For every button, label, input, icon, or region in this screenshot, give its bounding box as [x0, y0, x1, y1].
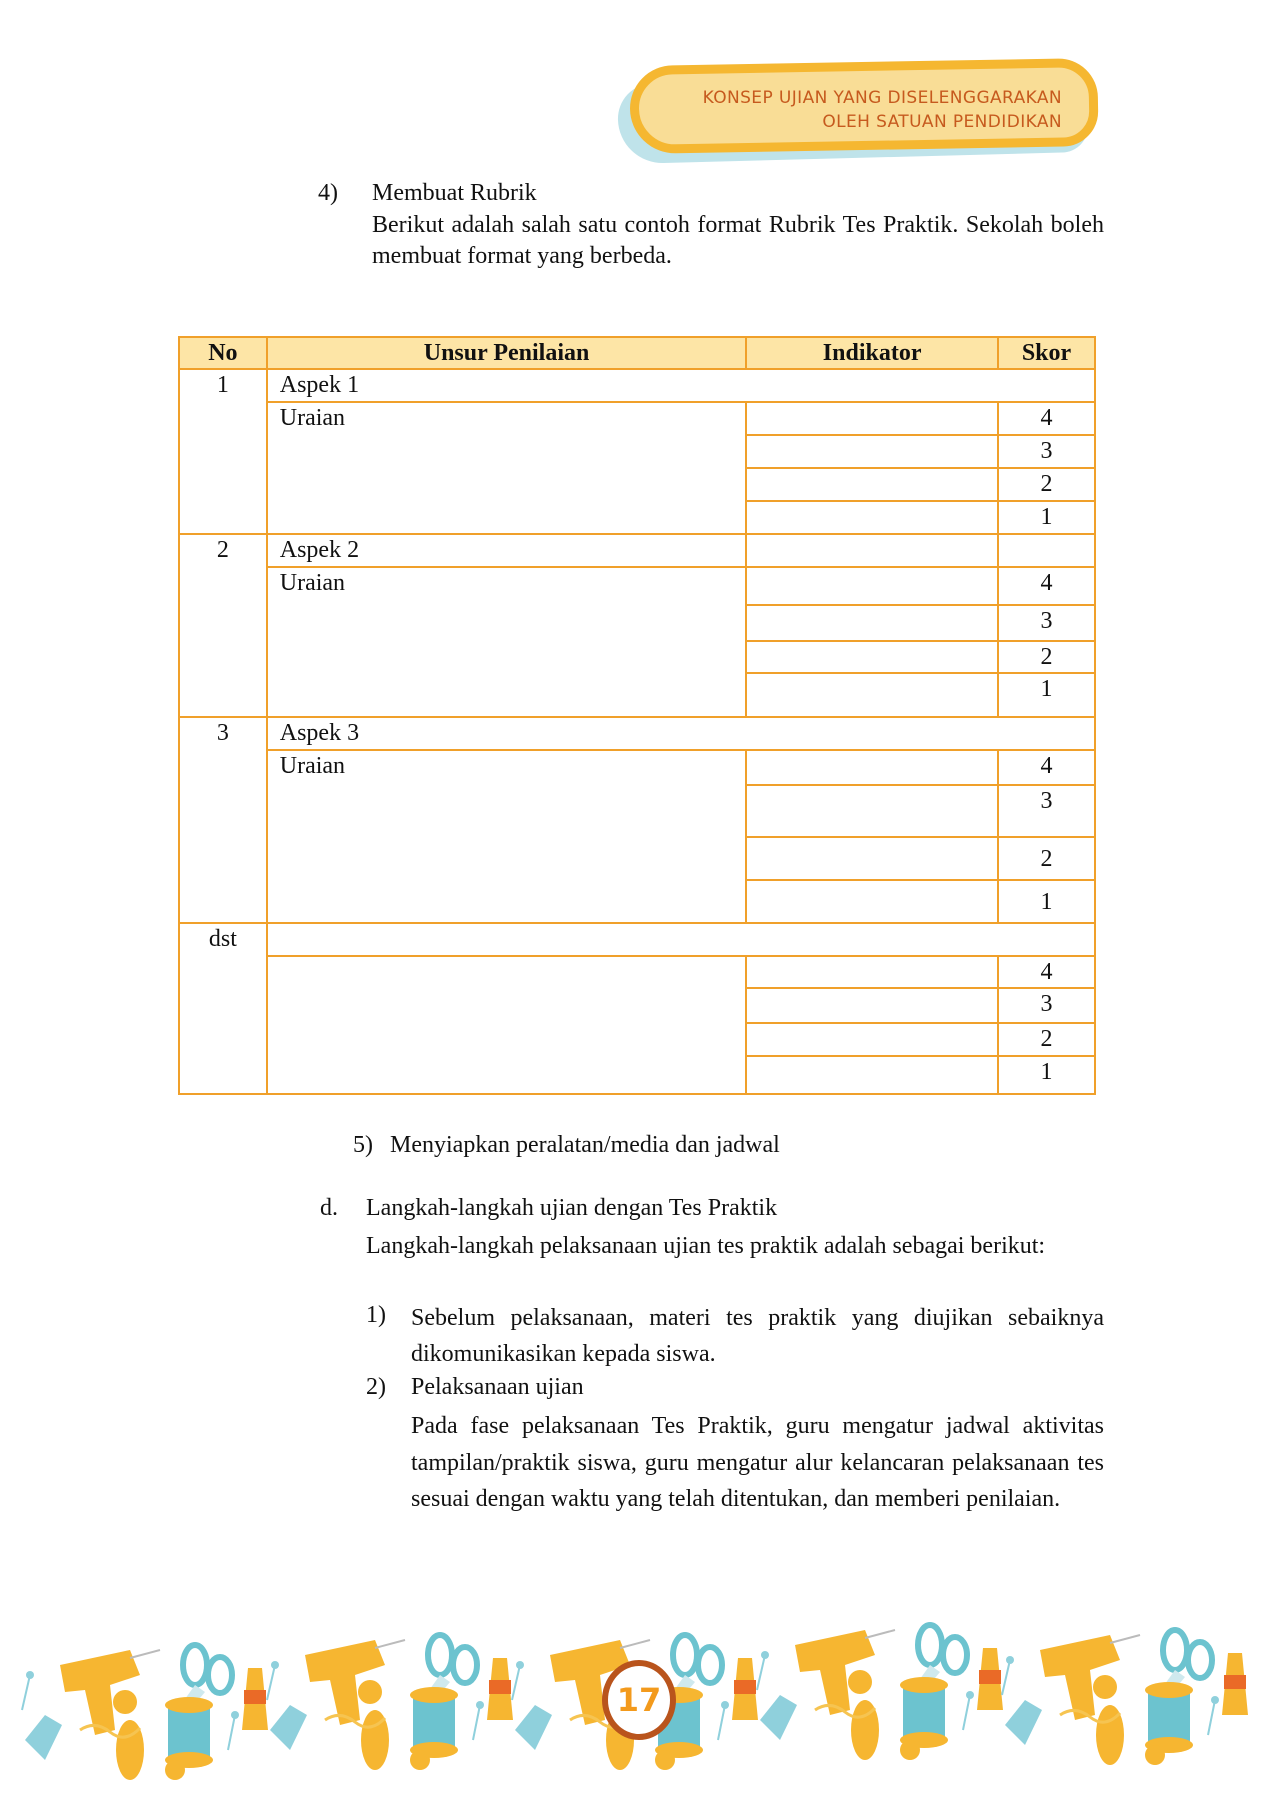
score-cell: 1 — [998, 501, 1095, 534]
indicator-cell[interactable] — [746, 567, 998, 605]
header-unsur: Unsur Penilaian — [267, 337, 747, 369]
step-2-body: Pada fase pelaksanaan Tes Praktik, guru mengatur jadwal aktivitas tampilan/praktik siswa, guru mengatur alur kelancaran pelaksanaan tes sesuai dengan waktu yang telah ditentukan, dan memberi penilaian. — [411, 1413, 1104, 1512]
section-d-letter: d. — [320, 1195, 338, 1221]
score-cell: 3 — [998, 988, 1095, 1023]
score-cell: 3 — [998, 605, 1095, 641]
chapter-title-line2: OLEH SATUAN PENDIDIKAN — [822, 112, 1062, 132]
aspect-detail — [267, 956, 747, 1094]
indicator-cell[interactable] — [746, 956, 998, 988]
score-cell: 4 — [998, 956, 1095, 988]
table-row — [179, 717, 1095, 750]
step-2-number: 2) — [366, 1374, 386, 1400]
score-cell: 1 — [998, 673, 1095, 717]
indicator-cell[interactable] — [746, 641, 998, 673]
score-cell: 2 — [998, 641, 1095, 673]
header-no: No — [179, 337, 267, 369]
section-d-title: Langkah-langkah ujian dengan Tes Praktik — [366, 1195, 778, 1221]
indicator-cell[interactable] — [746, 750, 998, 785]
chapter-header-badge — [618, 58, 1104, 162]
indicator-cell[interactable] — [746, 988, 998, 1023]
step-2-title: Pelaksanaan ujian — [411, 1374, 584, 1400]
step-1-number: 1) — [366, 1302, 386, 1328]
score-cell: 1 — [998, 1056, 1095, 1094]
table-row — [179, 534, 1095, 567]
aspect-label: Aspek 1 — [267, 369, 1095, 402]
table-row — [179, 369, 1095, 402]
chapter-title — [703, 86, 1062, 134]
score-cell: 3 — [998, 785, 1095, 837]
indicator-cell[interactable] — [746, 468, 998, 501]
indicator-cell[interactable] — [746, 673, 998, 717]
section-4-title: Membuat Rubrik — [372, 180, 537, 206]
row-no: 2 — [179, 534, 267, 717]
indicator-cell[interactable] — [746, 402, 998, 435]
section-5-number: 5) — [353, 1132, 373, 1158]
score-cell: 1 — [998, 880, 1095, 923]
header-skor: Skor — [998, 337, 1095, 369]
score-cell: 4 — [998, 567, 1095, 605]
row-no: dst — [179, 923, 267, 1094]
score-cell: 2 — [998, 468, 1095, 501]
score-cell: 4 — [998, 750, 1095, 785]
aspect-label — [267, 923, 1095, 956]
indicator-cell[interactable] — [746, 785, 998, 837]
row-no: 1 — [179, 369, 267, 534]
score-cell: 2 — [998, 837, 1095, 880]
score-cell — [998, 534, 1095, 567]
table-row — [179, 956, 1095, 988]
indicator-cell[interactable] — [746, 837, 998, 880]
section-4-number: 4) — [318, 180, 338, 206]
indicator-cell[interactable] — [746, 1023, 998, 1056]
aspect-detail: Uraian — [267, 567, 747, 717]
indicator-cell[interactable] — [746, 605, 998, 641]
header-indikator: Indikator — [746, 337, 998, 369]
section-d-intro: Langkah-langkah pelaksanaan ujian tes praktik adalah sebagai berikut: — [366, 1233, 1046, 1259]
table-row — [179, 750, 1095, 785]
aspect-label: Aspek 2 — [267, 534, 747, 567]
page-number: 17 — [602, 1660, 676, 1740]
rubric-table — [178, 336, 1096, 1095]
score-cell: 2 — [998, 1023, 1095, 1056]
indicator-cell[interactable] — [746, 1056, 998, 1094]
score-cell: 4 — [998, 402, 1095, 435]
section-5-text: Menyiapkan peralatan/media dan jadwal — [390, 1132, 780, 1158]
aspect-detail: Uraian — [267, 750, 747, 923]
table-row — [179, 402, 1095, 435]
indicator-cell[interactable] — [746, 880, 998, 923]
table-row — [179, 567, 1095, 605]
table-header-row — [179, 337, 1095, 369]
score-cell: 3 — [998, 435, 1095, 468]
indicator-cell[interactable] — [746, 501, 998, 534]
indicator-cell[interactable] — [746, 435, 998, 468]
row-no: 3 — [179, 717, 267, 923]
aspect-detail: Uraian — [267, 402, 747, 534]
chapter-title-line1: KONSEP UJIAN YANG DISELENGGARAKAN — [702, 88, 1062, 108]
step-1-text: Sebelum pelaksanaan, materi tes praktik yang diujikan sebaiknya dikomunikasikan kepada siswa. — [411, 1305, 1104, 1367]
aspect-label: Aspek 3 — [267, 717, 1095, 750]
indicator-cell[interactable] — [746, 534, 998, 567]
section-4-body: Berikut adalah salah satu contoh format Rubrik Tes Praktik. Sekolah boleh membuat format yang berbeda. — [372, 212, 1104, 269]
table-row — [179, 923, 1095, 956]
